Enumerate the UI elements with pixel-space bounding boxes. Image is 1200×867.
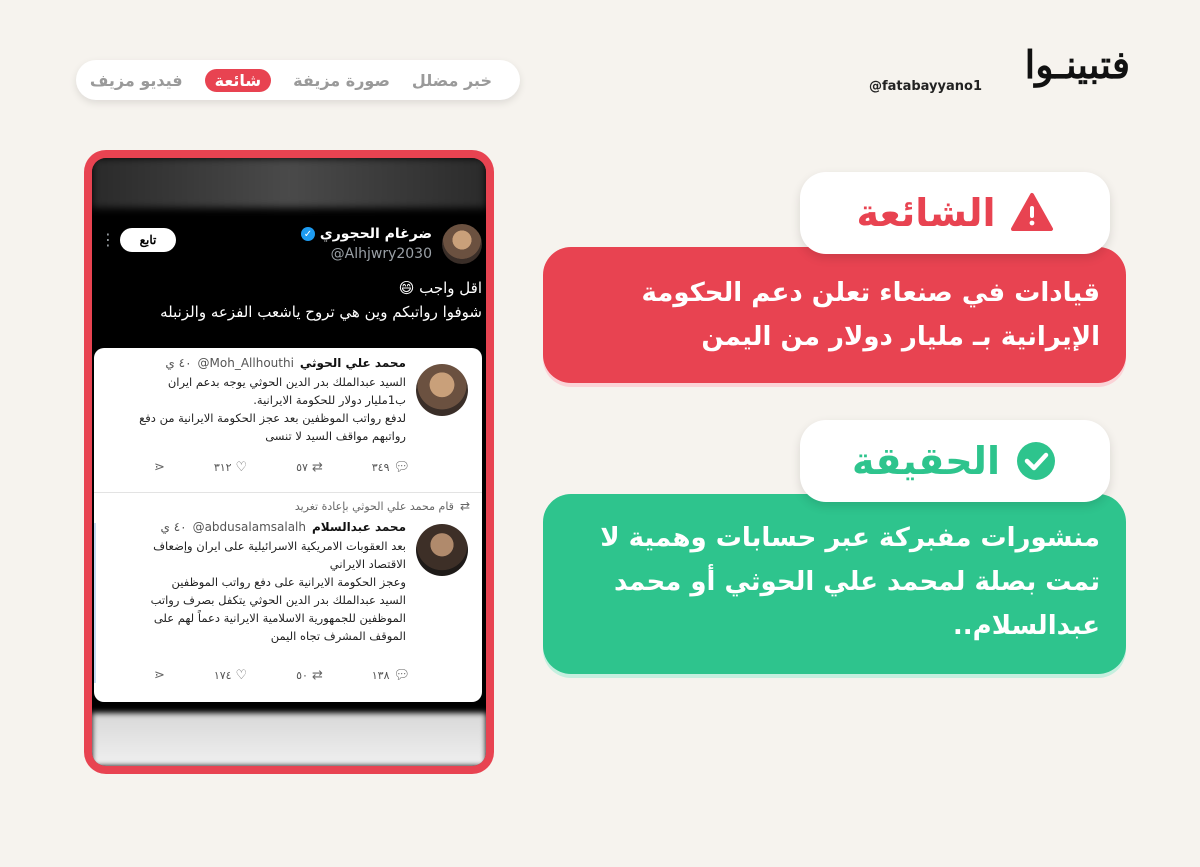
like-count-2: ١٧٤ xyxy=(213,669,232,682)
brand-logo: فتبينـوا xyxy=(1024,42,1130,87)
follow-button[interactable]: تابع xyxy=(120,228,176,252)
retweeted-by-label: قام محمد علي الحوثي بإعادة تغريد xyxy=(294,499,454,513)
truth-panel xyxy=(543,494,1126,674)
embedded-text-1-line-3: لدفع رواتب الموظفين بعد عجز الحكومة الايرانية من دفع xyxy=(139,411,406,425)
embedded-text-1-line-1: السيد عبدالملك بدر الدين الحوثي يوجه بدعم ايران xyxy=(167,375,406,389)
retweet-count-2: ٥٠ xyxy=(296,669,308,682)
reply-count-2: ١٣٨ xyxy=(371,669,390,682)
retweeted-icon: ⇄ xyxy=(459,499,470,513)
retweet-count-1: ٥٧ xyxy=(296,461,308,474)
like-action-2[interactable] xyxy=(214,668,247,683)
rumor-panel xyxy=(543,247,1126,383)
retweet-action-1[interactable] xyxy=(296,460,323,475)
embedded-avatar-1 xyxy=(416,364,468,416)
share-action-2[interactable] xyxy=(154,668,165,683)
embedded-time-1: ٤٠ ي xyxy=(165,356,192,370)
brand-handle: @fatabayyano1 xyxy=(868,79,982,94)
heart-icon: ♡ xyxy=(235,668,248,683)
reply-icon: 💬︎ xyxy=(393,460,410,475)
embedded-handle-2: @abdusalamsalalh xyxy=(192,520,306,534)
embedded-time-2: ٤٠ ي xyxy=(160,520,187,534)
share-icon: ⋖ xyxy=(154,460,165,475)
category-bar xyxy=(76,60,520,100)
verified-badge-icon: ✓ xyxy=(301,227,315,241)
embedded-text-1-line-2: ب1مليار دولار للحكومة الايرانية. xyxy=(253,393,406,407)
share-action-1[interactable] xyxy=(154,460,165,475)
truth-text-line-1: منشورات مفبركة عبر حسابات وهمية لا xyxy=(600,523,1100,553)
category-rumor[interactable]: شائعة xyxy=(205,69,271,92)
embedded-text-2-line-1: بعد العقوبات الامريكية الاسرائيلية على ايران وإضعاف xyxy=(153,539,406,553)
warning-icon xyxy=(1010,191,1054,235)
tweet-author-handle: @Alhjwry2030 xyxy=(330,246,432,262)
tweet-author-name: ضرغام الحجوري xyxy=(319,226,432,242)
embedded-text-1-line-4: رواتبهم مواقف السيد لا تنسى xyxy=(265,429,406,443)
category-misleading-news[interactable]: خبر مضلل xyxy=(411,70,492,90)
truth-text-line-3: عبدالسلام.. xyxy=(952,611,1100,641)
category-fake-image[interactable]: صورة مزيفة xyxy=(293,70,390,90)
embedded-text-2-line-6: الموقف المشرف تجاه اليمن xyxy=(270,629,406,643)
embedded-text-2-line-5: الموظفين للجمهورية الاسلامية الايرانية دعماً لهم على xyxy=(153,611,406,625)
tweet-avatar xyxy=(442,224,482,264)
embedded-name-1: محمد علي الحوثي xyxy=(299,356,406,370)
reply-action-2[interactable] xyxy=(372,668,410,683)
truth-label-box xyxy=(800,420,1110,502)
blurred-header xyxy=(92,158,486,208)
reply-icon: 💬︎ xyxy=(393,668,410,683)
like-count-1: ٣١٢ xyxy=(213,461,232,474)
rumor-text-line-2: الإيرانية بـ مليار دولار من اليمن xyxy=(701,322,1100,352)
retweet-icon: ⇄ xyxy=(311,668,323,683)
category-fake-video[interactable]: فيديو مزيف xyxy=(89,70,183,90)
embedded-name-2: محمد عبدالسلام xyxy=(312,520,406,534)
like-action-1[interactable] xyxy=(214,460,247,475)
share-icon: ⋖ xyxy=(154,668,165,683)
embedded-text-2-line-2: الاقتصاد الايراني xyxy=(329,557,406,571)
retweet-icon: ⇄ xyxy=(311,460,323,475)
rumor-label: الشائعة xyxy=(856,191,996,235)
embedded-avatar-2 xyxy=(416,524,468,576)
embedded-handle-1: @Moh_Allhouthi xyxy=(197,356,294,370)
truth-label: الحقيقة xyxy=(852,439,1000,483)
reply-action-1[interactable] xyxy=(372,460,410,475)
tweet-text-line-1: اقل واجب 😄 xyxy=(398,279,482,297)
heart-icon: ♡ xyxy=(235,460,248,475)
retweet-action-2[interactable] xyxy=(296,668,323,683)
truth-text-line-2: تمت بصلة لمحمد علي الحوثي أو محمد xyxy=(614,567,1100,597)
embedded-tweets-card xyxy=(94,348,482,702)
tweet-screenshot xyxy=(92,158,486,766)
rumor-text-line-1: قيادات في صنعاء تعلن دعم الحكومة xyxy=(641,278,1100,308)
embedded-text-2-line-3: وعجز الحكومة الايرانية على دفع رواتب الموظفين xyxy=(171,575,406,589)
check-circle-icon xyxy=(1014,439,1058,483)
tweet-text-line-2: شوفوا رواتبكم وين هي تروح ياشعب الفزعه والزنبله xyxy=(160,303,482,321)
tweet-divider xyxy=(94,492,482,493)
blurred-footer xyxy=(92,713,486,766)
reply-count-1: ٣٤٩ xyxy=(371,461,390,474)
thread-line xyxy=(94,523,96,683)
rumor-label-box xyxy=(800,172,1110,254)
more-options-icon[interactable]: ⋮ xyxy=(100,230,116,249)
embedded-text-2-line-4: السيد عبدالملك بدر الدين الحوثي يتكفل بصرف رواتب xyxy=(150,593,406,607)
